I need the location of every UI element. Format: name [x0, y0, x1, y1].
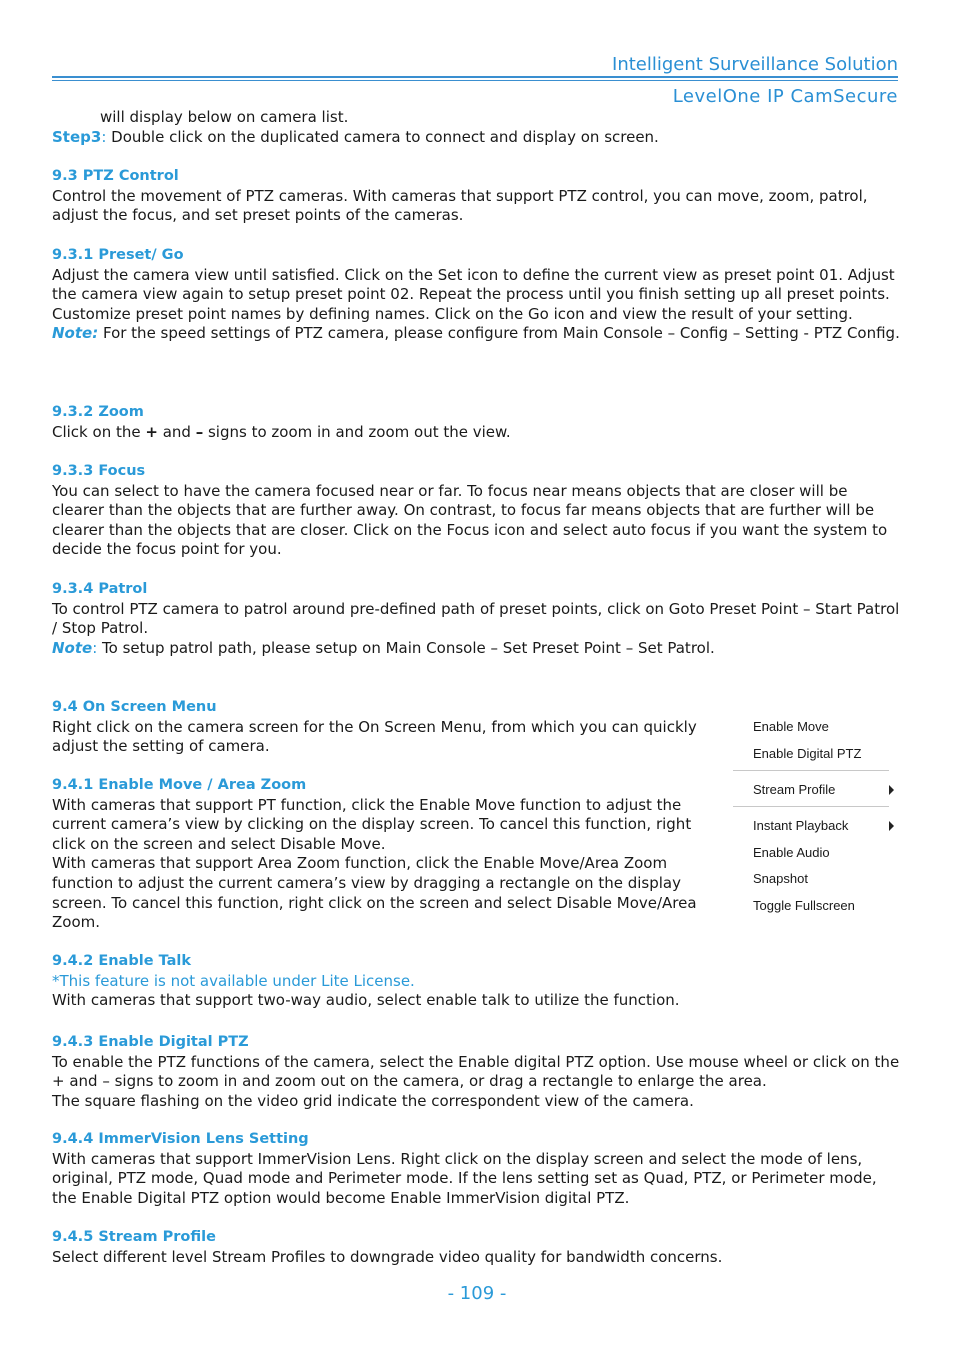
menu-separator	[733, 806, 889, 807]
minus-sign: –	[195, 422, 204, 441]
section-9-3-1	[52, 246, 900, 344]
text-run: signs to zoom in and zoom out the view.	[203, 422, 511, 441]
section-heading: 9.4.1 Enable Move / Area Zoom	[52, 777, 307, 793]
page-number: - 109 -	[447, 1283, 507, 1304]
section-9-4-3	[52, 1033, 900, 1111]
section-body-2: With cameras that support Area Zoom function, click the Enable Move/Area Zoom function to adjust the current camera’s view by dragging a rectangle on the display screen. To cancel this function, right click on the screen and select Disable Move/Area Zoom.	[52, 854, 697, 932]
section-body: Right click on the camera screen for the On Screen Menu, from which you can quickly adjust the setting of camera.	[52, 717, 697, 756]
header-title: Intelligent Surveillance Solution	[612, 54, 898, 75]
intro-block	[52, 108, 659, 147]
section-body: Select different level Stream Profiles to downgrade video quality for bandwidth concerns.	[52, 1247, 723, 1266]
header-subtitle: LevelOne IP CamSecure	[672, 86, 898, 107]
section-heading: 9.4.3 Enable Digital PTZ	[52, 1034, 249, 1050]
license-note: *This feature is not available under Lite License.	[52, 971, 415, 990]
plus-sign: +	[145, 422, 158, 441]
menu-item-enable-digital-ptz[interactable]: Enable Digital PTZ	[753, 746, 862, 761]
section-body: With cameras that support PT function, click the Enable Move function to adjust the current camera’s view by clicking on the display screen. To cancel this function, right click on the screen and select Disable Move.	[52, 795, 692, 853]
section-body: To control PTZ camera to patrol around pre-defined path of preset points, click on Goto Preset Point – Start Patrol / Stop Patrol.	[52, 599, 900, 638]
section-9-4-4	[52, 1130, 900, 1208]
menu-item-instant-playback[interactable]: Instant Playback	[753, 818, 849, 833]
menu-item-enable-move[interactable]: Enable Move	[753, 719, 829, 734]
section-heading: 9.3 PTZ Control	[52, 168, 179, 184]
section-body: With cameras that support two-way audio, select enable talk to utilize the function.	[52, 991, 680, 1010]
text-run: and	[157, 422, 196, 441]
note-line	[52, 324, 900, 344]
step3-line	[52, 128, 659, 148]
header-rule-thin	[52, 80, 898, 81]
submenu-arrow-icon	[889, 821, 894, 831]
menu-item-enable-audio[interactable]: Enable Audio	[753, 845, 830, 860]
section-heading: 9.4.4 ImmerVision Lens Setting	[52, 1131, 309, 1147]
section-body: With cameras that support ImmerVision Lens. Right click on the display screen and select the mode of lens, original, PTZ mode, Quad mode and Perimeter mode. If the lens setting set as Quad, PTZ, or Perimeter mode, the Enable Digital PTZ option would become Enable ImmerVision digital PTZ.	[52, 1149, 877, 1207]
section-body-2: The square flashing on the video grid indicate the correspondent view of the camera.	[52, 1091, 694, 1110]
step-text: Double click on the duplicated camera to connect and display on screen.	[106, 127, 659, 146]
section-9-3-4	[52, 580, 900, 658]
on-screen-menu	[731, 712, 901, 924]
section-body: You can select to have the camera focused near or far. To focus near means objects that are closer will be clearer than the objects that are further away. On contrast, to focus far means objects that are further will be clearer than the objects that are closer. Click on the Focus icon and select auto focus if you want the system to decide the focus point for you.	[52, 481, 888, 559]
section-body: Adjust the camera view until satisfied. Click on the Set icon to define the current view as preset point 01. Adjust the camera view again to setup preset point 02. Repeat the process until you finish setting up all preset points. Customize preset point names by defining names. Click on the Go icon and view the result of your setting.	[52, 265, 895, 323]
section-heading: 9.4 On Screen Menu	[52, 699, 217, 715]
section-9-4-1	[52, 776, 707, 933]
note-label: Note:	[52, 324, 99, 343]
menu-item-toggle-fullscreen[interactable]: Toggle Fullscreen	[753, 898, 855, 913]
section-9-3-3	[52, 462, 900, 560]
section-heading: 9.3.4 Patrol	[52, 581, 148, 597]
section-body: To enable the PTZ functions of the camera, select the Enable digital PTZ option. Use mouse wheel or click on the + and – signs to zoom in and zoom out on the camera, or drag a rectangle to enlarge the area.	[52, 1052, 900, 1091]
menu-item-snapshot[interactable]: Snapshot	[753, 871, 808, 886]
section-9-3	[52, 167, 900, 226]
note-label: Note	[52, 638, 93, 657]
section-heading: 9.4.5 Stream Profile	[52, 1229, 216, 1245]
section-body	[52, 423, 900, 443]
note-line	[52, 639, 900, 659]
menu-separator	[733, 770, 889, 771]
section-heading: 9.3.3 Focus	[52, 463, 146, 479]
section-9-4-5	[52, 1228, 900, 1267]
text-run: Click on the	[52, 422, 146, 441]
section-heading: 9.4.2 Enable Talk	[52, 953, 191, 969]
section-heading: 9.3.2 Zoom	[52, 404, 144, 420]
header-rule	[52, 76, 898, 78]
note-text: For the speed settings of PTZ camera, please configure from Main Console – Config – Setting - PTZ Config.	[98, 324, 900, 343]
intro-line: will display below on camera list.	[100, 108, 349, 126]
note-text: To setup patrol path, please setup on Main Console – Set Preset Point – Set Patrol.	[97, 638, 715, 657]
section-9-4-2	[52, 952, 900, 1011]
menu-item-stream-profile[interactable]: Stream Profile	[753, 782, 836, 797]
step-colon: :	[101, 127, 107, 146]
step-label: Step3	[52, 127, 102, 146]
note-colon: :	[92, 638, 98, 657]
section-heading: 9.3.1 Preset/ Go	[52, 247, 184, 263]
section-body: Control the movement of PTZ cameras. With cameras that support PTZ control, you can move, zoom, patrol, adjust the focus, and set preset points of the cameras.	[52, 186, 868, 225]
section-9-4	[52, 698, 702, 757]
submenu-arrow-icon	[889, 785, 894, 795]
section-9-3-2	[52, 403, 900, 442]
